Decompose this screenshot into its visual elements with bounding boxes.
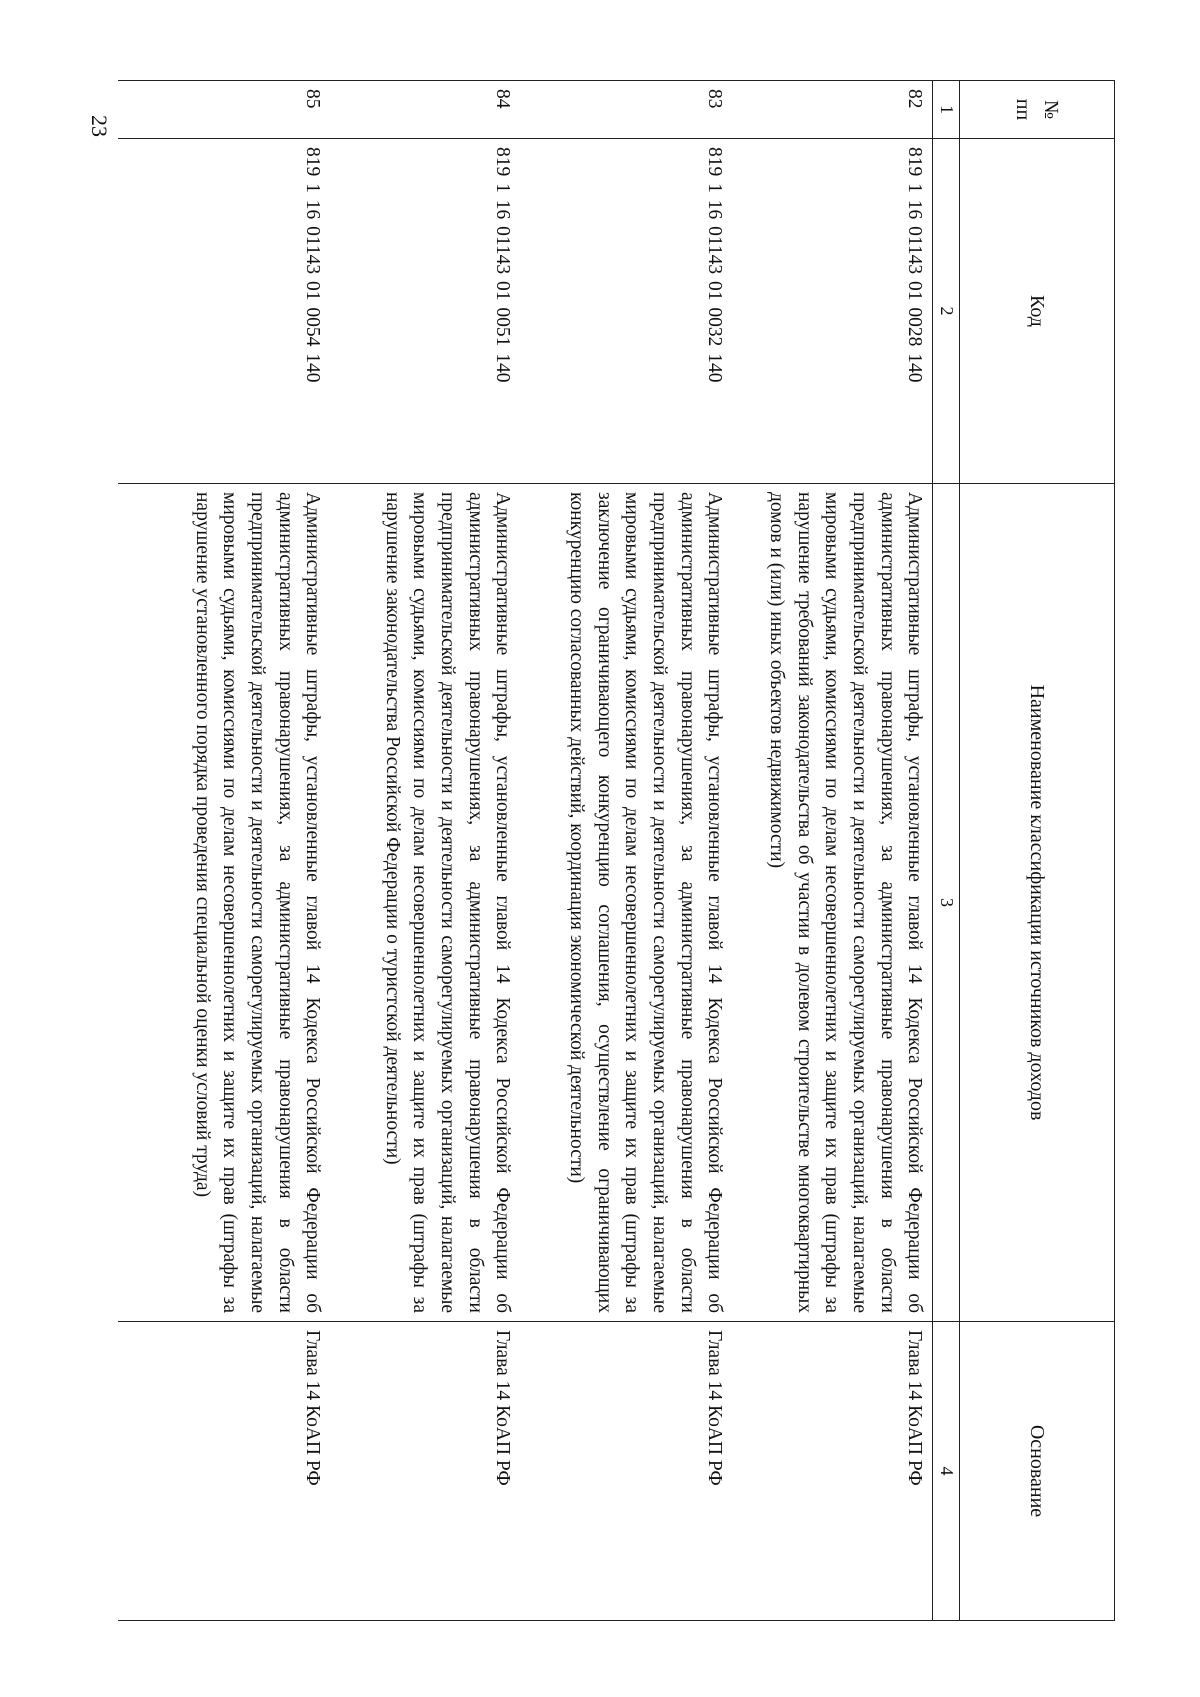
row-number: 84 — [330, 81, 520, 139]
row-number: 82 — [732, 81, 933, 139]
header-row — [960, 81, 1115, 1621]
row-name: Административные штрафы, установленные главой 14 Кодекса Российской Федерации об административных правонарушениях, за административные правонарушения в области предпринимательской деятельности и деятельности саморегулируемых организаций, налагаемые мировыми судьями, комиссиями по делам несовершеннолетних и защите их прав (штрафы за нарушение требований законодательства об участии в долевом строительстве многоквартирных домов и (или) иных объектов недвижимости) — [732, 484, 933, 1322]
row-basis: Глава 14 КоАП РФ — [118, 1322, 330, 1621]
row-name: Административные штрафы, установленные главой 14 Кодекса Российской Федерации об административных правонарушениях, за административные правонарушения в области предпринимательской деятельности и деятельности саморегулируемых организаций, налагаемые мировыми судьями, комиссиями по делам несовершеннолетних и защите их прав (штрафы за нарушение законодательства Российской Федерации о туристской деятельности) — [330, 484, 520, 1322]
header-num: № пп — [960, 81, 1115, 139]
table-row — [330, 81, 520, 1621]
table-row — [732, 81, 933, 1621]
row-basis: Глава 14 КоАП РФ — [330, 1322, 520, 1621]
row-code: 819 1 16 01143 01 0051 140 — [330, 139, 520, 484]
row-basis: Глава 14 КоАП РФ — [732, 1322, 933, 1621]
row-code: 819 1 16 01143 01 0028 140 — [732, 139, 933, 484]
header-basis: Основание — [960, 1322, 1115, 1621]
row-number: 83 — [520, 81, 732, 139]
row-name: Административные штрафы, установленные главой 14 Кодекса Российской Федерации об административных правонарушениях, за административные правонарушения в области предпринимательской деятельности и деятельности саморегулируемых организаций, налагаемые мировыми судьями, комиссиями по делам несовершеннолетних и защите их прав (штрафы за нарушение установленного порядка проведения специальной оценки условий труда) — [118, 484, 330, 1322]
column-number: 4 — [933, 1322, 960, 1621]
page-number: 23 — [87, 115, 112, 137]
row-name: Административные штрафы, установленные главой 14 Кодекса Российской Федерации об административных правонарушениях, за административные правонарушения в области предпринимательской деятельности и деятельности саморегулируемых организаций, налагаемые мировыми судьями, комиссиями по делам несовершеннолетних и защите их прав (штрафы за заключение ограничивающего конкуренцию соглашения, осуществление ограничивающих конкуренцию согласованных действий, координация экономической деятельности) — [520, 484, 732, 1322]
column-number: 1 — [933, 81, 960, 139]
column-number: 2 — [933, 139, 960, 484]
column-number: 3 — [933, 484, 960, 1322]
header-code: Код — [960, 139, 1115, 484]
header-name: Наименование классификации источников доходов — [960, 484, 1115, 1322]
table-row — [118, 81, 330, 1621]
row-basis: Глава 14 КоАП РФ — [520, 1322, 732, 1621]
table-row — [520, 81, 732, 1621]
row-number: 85 — [118, 81, 330, 139]
revenue-classification-table — [118, 80, 1115, 1621]
column-number-row — [933, 81, 960, 1621]
row-code: 819 1 16 01143 01 0054 140 — [118, 139, 330, 484]
row-code: 819 1 16 01143 01 0032 140 — [520, 139, 732, 484]
